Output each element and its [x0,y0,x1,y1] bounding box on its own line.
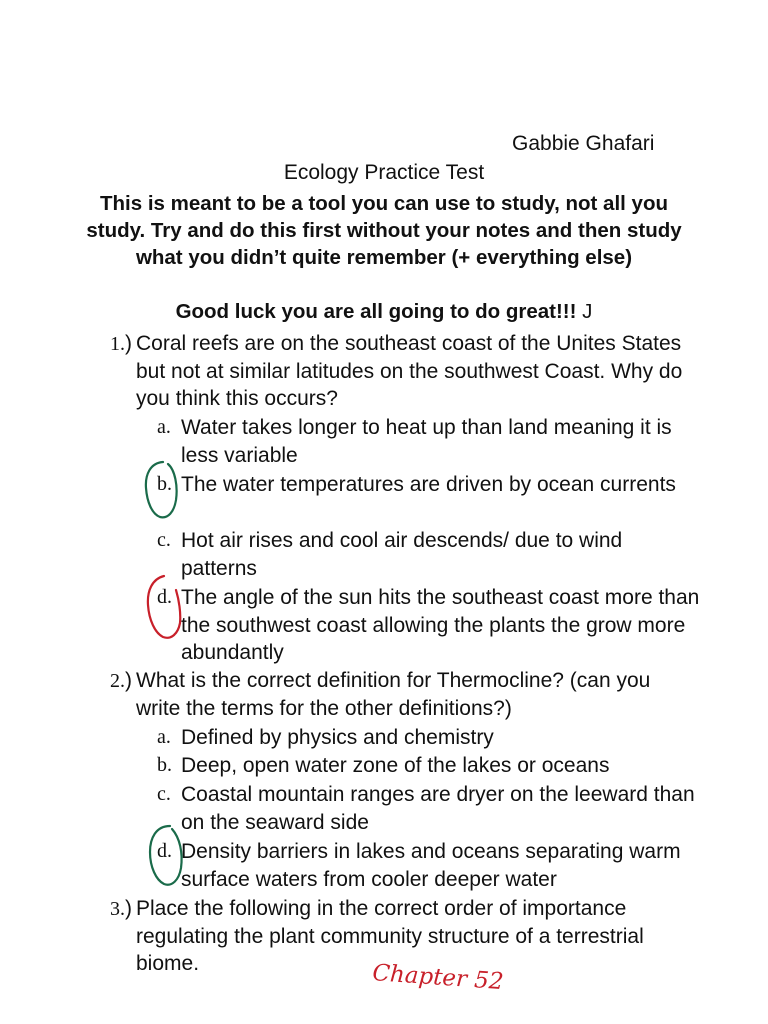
option-letter: a. [157,416,171,438]
question-text: Coral reefs are on the southeast coast of the Unites States but not at similar latitudes on the southwest Coast. Why do you think this occurs? [136,332,683,410]
good-luck-text: Good luck you are all going to do great!!! [175,300,577,323]
question-number: 2.) [110,669,132,692]
author-name: Gabbie Ghafari [512,132,655,155]
option-text: Hot air rises and cool air descends/ due to wind patterns [181,529,623,580]
smiley-glyph: J [582,300,593,323]
option-letter: d. [157,840,172,862]
option-text: Density barriers in lakes and oceans separating warm surface waters from cooler deeper water [181,840,681,891]
option-letter: a. [157,726,171,748]
question-2-option-a [157,724,701,752]
question-1 [110,330,696,413]
question-1-option-c [157,527,701,582]
question-2-option-c [157,781,701,836]
option-letter: d. [157,586,172,608]
option-text: The water temperatures are driven by ocean currents [181,473,676,496]
option-letter: c. [157,783,171,805]
option-text: Deep, open water zone of the lakes or oceans [181,754,610,777]
option-text: Defined by physics and chemistry [181,726,494,749]
option-text: Water takes longer to heat up than land meaning it is less variable [181,416,672,467]
good-luck-line [0,298,768,325]
option-letter: b. [157,473,172,495]
option-text: The angle of the sun hits the southeast coast more than the southwest coast allowing the plants the grow more abundantly [181,586,700,664]
question-3 [110,895,696,978]
option-letter: b. [157,754,172,776]
question-2-option-b [157,752,701,780]
question-1-option-d [157,584,701,667]
intro-text: This is meant to be a tool you can use to study, not all you study. Try and do this first without your notes and then study what you didn’t quite remember (+ everything else) [86,192,682,269]
question-text: Place the following in the correct order of importance regulating the plant community structure of a terrestrial biome. [136,897,644,975]
question-1-option-b [157,471,701,499]
question-1-option-a [157,414,701,469]
question-number: 3.) [110,897,132,920]
question-2 [110,667,696,722]
question-number: 1.) [110,332,132,355]
handwritten-chapter-note: Chapter 52 [371,960,505,996]
option-letter: c. [157,529,171,551]
option-text: Coastal mountain ranges are dryer on the leeward than on the seaward side [181,783,695,834]
document-title: Ecology Practice Test [283,161,485,184]
question-text: What is the correct definition for Thermocline? (can you write the terms for the other definitions?) [136,669,651,720]
question-2-option-d [157,838,701,893]
